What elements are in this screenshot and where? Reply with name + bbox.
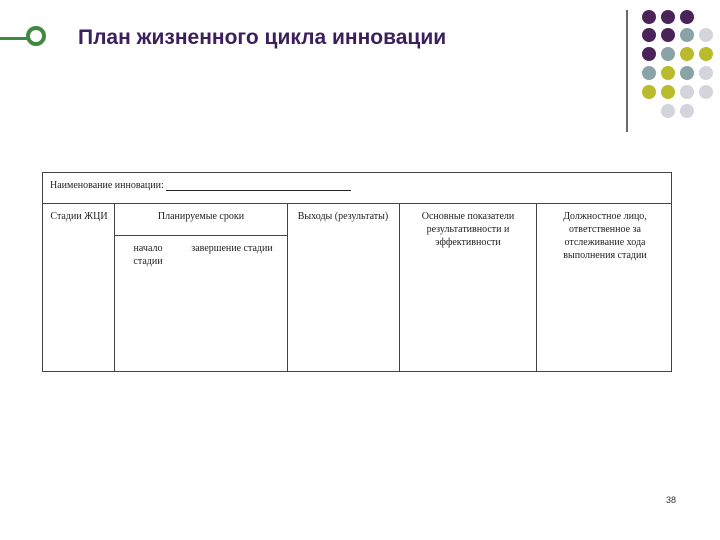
innovation-name-label: Наименование инновации: (50, 180, 164, 191)
dot (699, 47, 713, 61)
dot (661, 66, 675, 80)
dot (680, 104, 694, 118)
dot (661, 10, 675, 24)
column-divider (399, 204, 400, 372)
dot (680, 10, 694, 24)
decorative-dot-grid (636, 10, 716, 120)
dot (642, 85, 656, 99)
column-divider (287, 204, 288, 372)
page-number: 38 (666, 495, 677, 505)
header-end: завершение стадии (191, 243, 273, 254)
innovation-plan-table (42, 172, 672, 372)
innovation-name-blank[interactable] (166, 180, 351, 191)
header-stages: Стадии ЖЦИ (50, 211, 108, 222)
dot (680, 85, 694, 99)
header-indicators: Основные показатели результативности и эффективности (421, 211, 515, 248)
header-start: начало стадии (133, 243, 163, 267)
header-planned-dates: Планируемые сроки (157, 211, 245, 222)
header-outputs: Выходы (результаты) (297, 211, 389, 222)
dot (642, 10, 656, 24)
dot (642, 47, 656, 61)
dot (680, 28, 694, 42)
dot (661, 104, 675, 118)
dot (642, 28, 656, 42)
innovation-name-row (43, 173, 671, 204)
dot (661, 28, 675, 42)
decorative-divider (626, 10, 628, 132)
dot (661, 85, 675, 99)
dot (699, 66, 713, 80)
decorative-circle-icon (26, 26, 46, 46)
header-responsible: Должностное лицо, ответственное за отслеживание хода выполнения стадии (563, 211, 647, 261)
dot (661, 47, 675, 61)
slide-title: План жизненного цикла инновации (78, 26, 447, 49)
column-divider (536, 204, 537, 372)
dot (699, 85, 713, 99)
dot (680, 47, 694, 61)
dot (680, 66, 694, 80)
dot (642, 66, 656, 80)
decorative-line (0, 37, 28, 40)
subheader-divider (115, 235, 287, 236)
dot (699, 28, 713, 42)
